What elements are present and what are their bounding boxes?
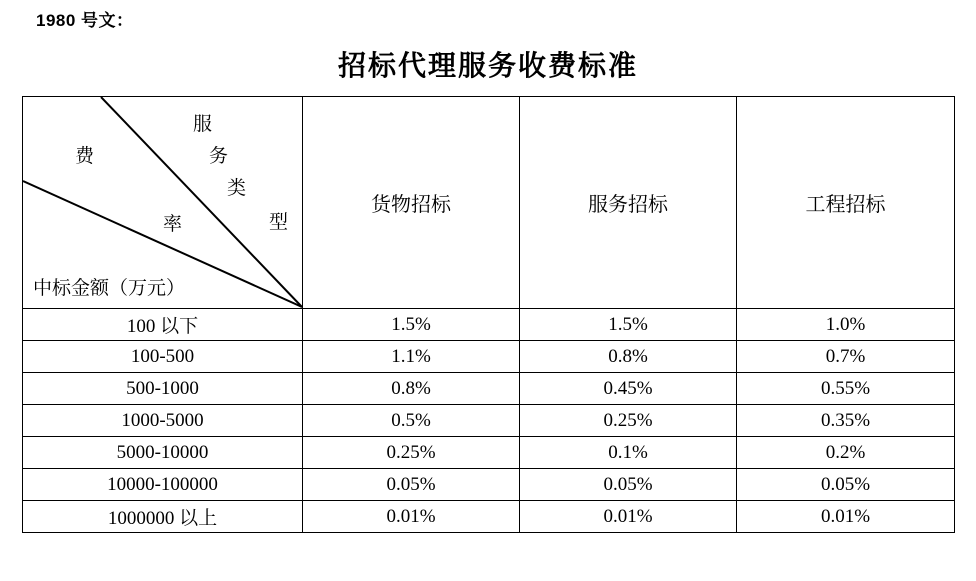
table-row — [23, 501, 955, 533]
diagonal-label-fu: 服 — [193, 114, 213, 135]
cell-service: 0.8% — [520, 341, 737, 373]
table-row — [23, 469, 955, 501]
diagonal-label-lei: 类 — [227, 178, 247, 199]
column-header-goods: 货物招标 — [303, 97, 520, 309]
table-row — [23, 373, 955, 405]
row-label: 500-1000 — [23, 373, 303, 405]
cell-goods: 0.8% — [303, 373, 520, 405]
diagonal-label-lv: 率 — [163, 214, 183, 235]
column-header-service: 服务招标 — [520, 97, 737, 309]
cell-engineering: 0.55% — [737, 373, 955, 405]
row-label: 1000000 以上 — [23, 501, 303, 533]
cell-service: 0.25% — [520, 405, 737, 437]
cell-goods: 0.01% — [303, 501, 520, 533]
cell-engineering: 0.05% — [737, 469, 955, 501]
cell-service: 0.05% — [520, 469, 737, 501]
row-label: 100 以下 — [23, 309, 303, 341]
cell-engineering: 0.01% — [737, 501, 955, 533]
cell-service: 0.1% — [520, 437, 737, 469]
cell-goods: 1.1% — [303, 341, 520, 373]
cell-engineering: 0.7% — [737, 341, 955, 373]
fee-standard-table-wrapper — [22, 96, 954, 533]
cell-service: 0.01% — [520, 501, 737, 533]
table-row — [23, 341, 955, 373]
diagonal-label-xing: 型 — [269, 212, 289, 233]
diagonal-label-fei: 费 — [75, 146, 95, 167]
column-header-engineering: 工程招标 — [737, 97, 955, 309]
diagonal-label-wu: 务 — [209, 146, 229, 167]
cell-engineering: 0.2% — [737, 437, 955, 469]
diagonal-header-cell — [23, 97, 303, 309]
row-label: 1000-5000 — [23, 405, 303, 437]
cell-engineering: 1.0% — [737, 309, 955, 341]
cell-goods: 0.5% — [303, 405, 520, 437]
fee-standard-table — [22, 96, 955, 533]
cell-goods: 0.05% — [303, 469, 520, 501]
row-header-label: 中标金额（万元） — [33, 278, 186, 299]
cell-engineering: 0.35% — [737, 405, 955, 437]
row-label: 10000-100000 — [23, 469, 303, 501]
row-label: 5000-10000 — [23, 437, 303, 469]
table-row — [23, 437, 955, 469]
page-title: 招标代理服务收费标准 — [337, 51, 638, 82]
cell-service: 0.45% — [520, 373, 737, 405]
table-header-row — [23, 97, 955, 309]
cell-goods: 0.25% — [303, 437, 520, 469]
document-note: 1980 号文： — [36, 11, 134, 30]
row-label: 100-500 — [23, 341, 303, 373]
cell-goods: 1.5% — [303, 309, 520, 341]
table-row — [23, 405, 955, 437]
table-row — [23, 309, 955, 341]
cell-service: 1.5% — [520, 309, 737, 341]
